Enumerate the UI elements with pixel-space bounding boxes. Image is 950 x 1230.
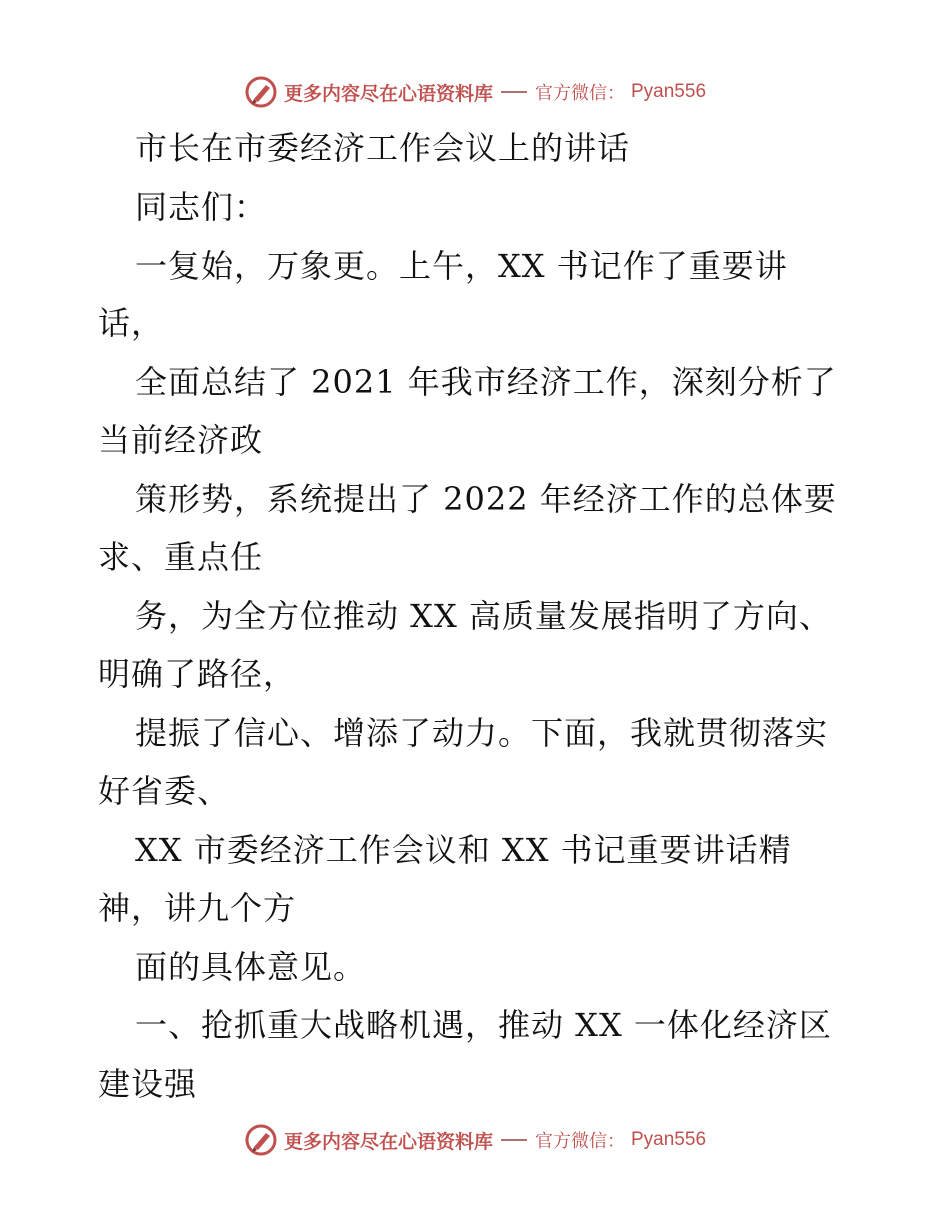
watermark-main-text: 更多内容尽在心语资料库 (283, 82, 493, 105)
paragraph-line: 全面总结了 2021 年我市经济工作，深刻分析了 (135, 363, 837, 401)
footer-watermark (0, 1120, 950, 1160)
paragraph-line: 明确了路径， (98, 655, 297, 693)
document-title: 市长在市委经济工作会议上的讲话 (135, 129, 631, 167)
watermark-wechat-id: Pyan556 (631, 81, 707, 102)
paragraph-line: XX 市委经济工作会议和 XX 书记重要讲话精 (135, 831, 792, 869)
paragraph-line: 好省委、 (98, 772, 231, 810)
section-heading-continued: 建设强 (98, 1065, 198, 1103)
paragraph-line: 当前经济政 (98, 421, 264, 459)
watermark-wechat-label: 官方微信： (535, 83, 625, 104)
paragraph-line: 求、重点任 (98, 538, 264, 576)
pen-logo-icon (244, 1123, 278, 1157)
watermark-dash (501, 1139, 527, 1141)
paragraph-line: 务，为全方位推动 XX 高质量发展指明了方向、 (135, 597, 832, 635)
paragraph-line: 提振了信心、增添了动力。下面，我就贯彻落实 (135, 714, 829, 752)
salutation: 同志们： (135, 188, 268, 226)
paragraph-line: 一复始，万象更。上午，XX 书记作了重要讲 (135, 247, 788, 285)
section-heading: 一、抢抓重大战略机遇，推动 XX 一体化经济区 (135, 1006, 832, 1044)
paragraph-line: 面的具体意见。 (135, 948, 367, 986)
watermark-wechat-label: 官方微信： (535, 1131, 625, 1152)
paragraph-line: 话， (98, 304, 165, 342)
watermark-main-text: 更多内容尽在心语资料库 (283, 1130, 493, 1153)
watermark-wechat-id: Pyan556 (631, 1129, 707, 1150)
paragraph-line: 神，讲九个方 (98, 889, 297, 927)
paragraph-line: 策形势，系统提出了 2022 年经济工作的总体要 (135, 480, 837, 518)
